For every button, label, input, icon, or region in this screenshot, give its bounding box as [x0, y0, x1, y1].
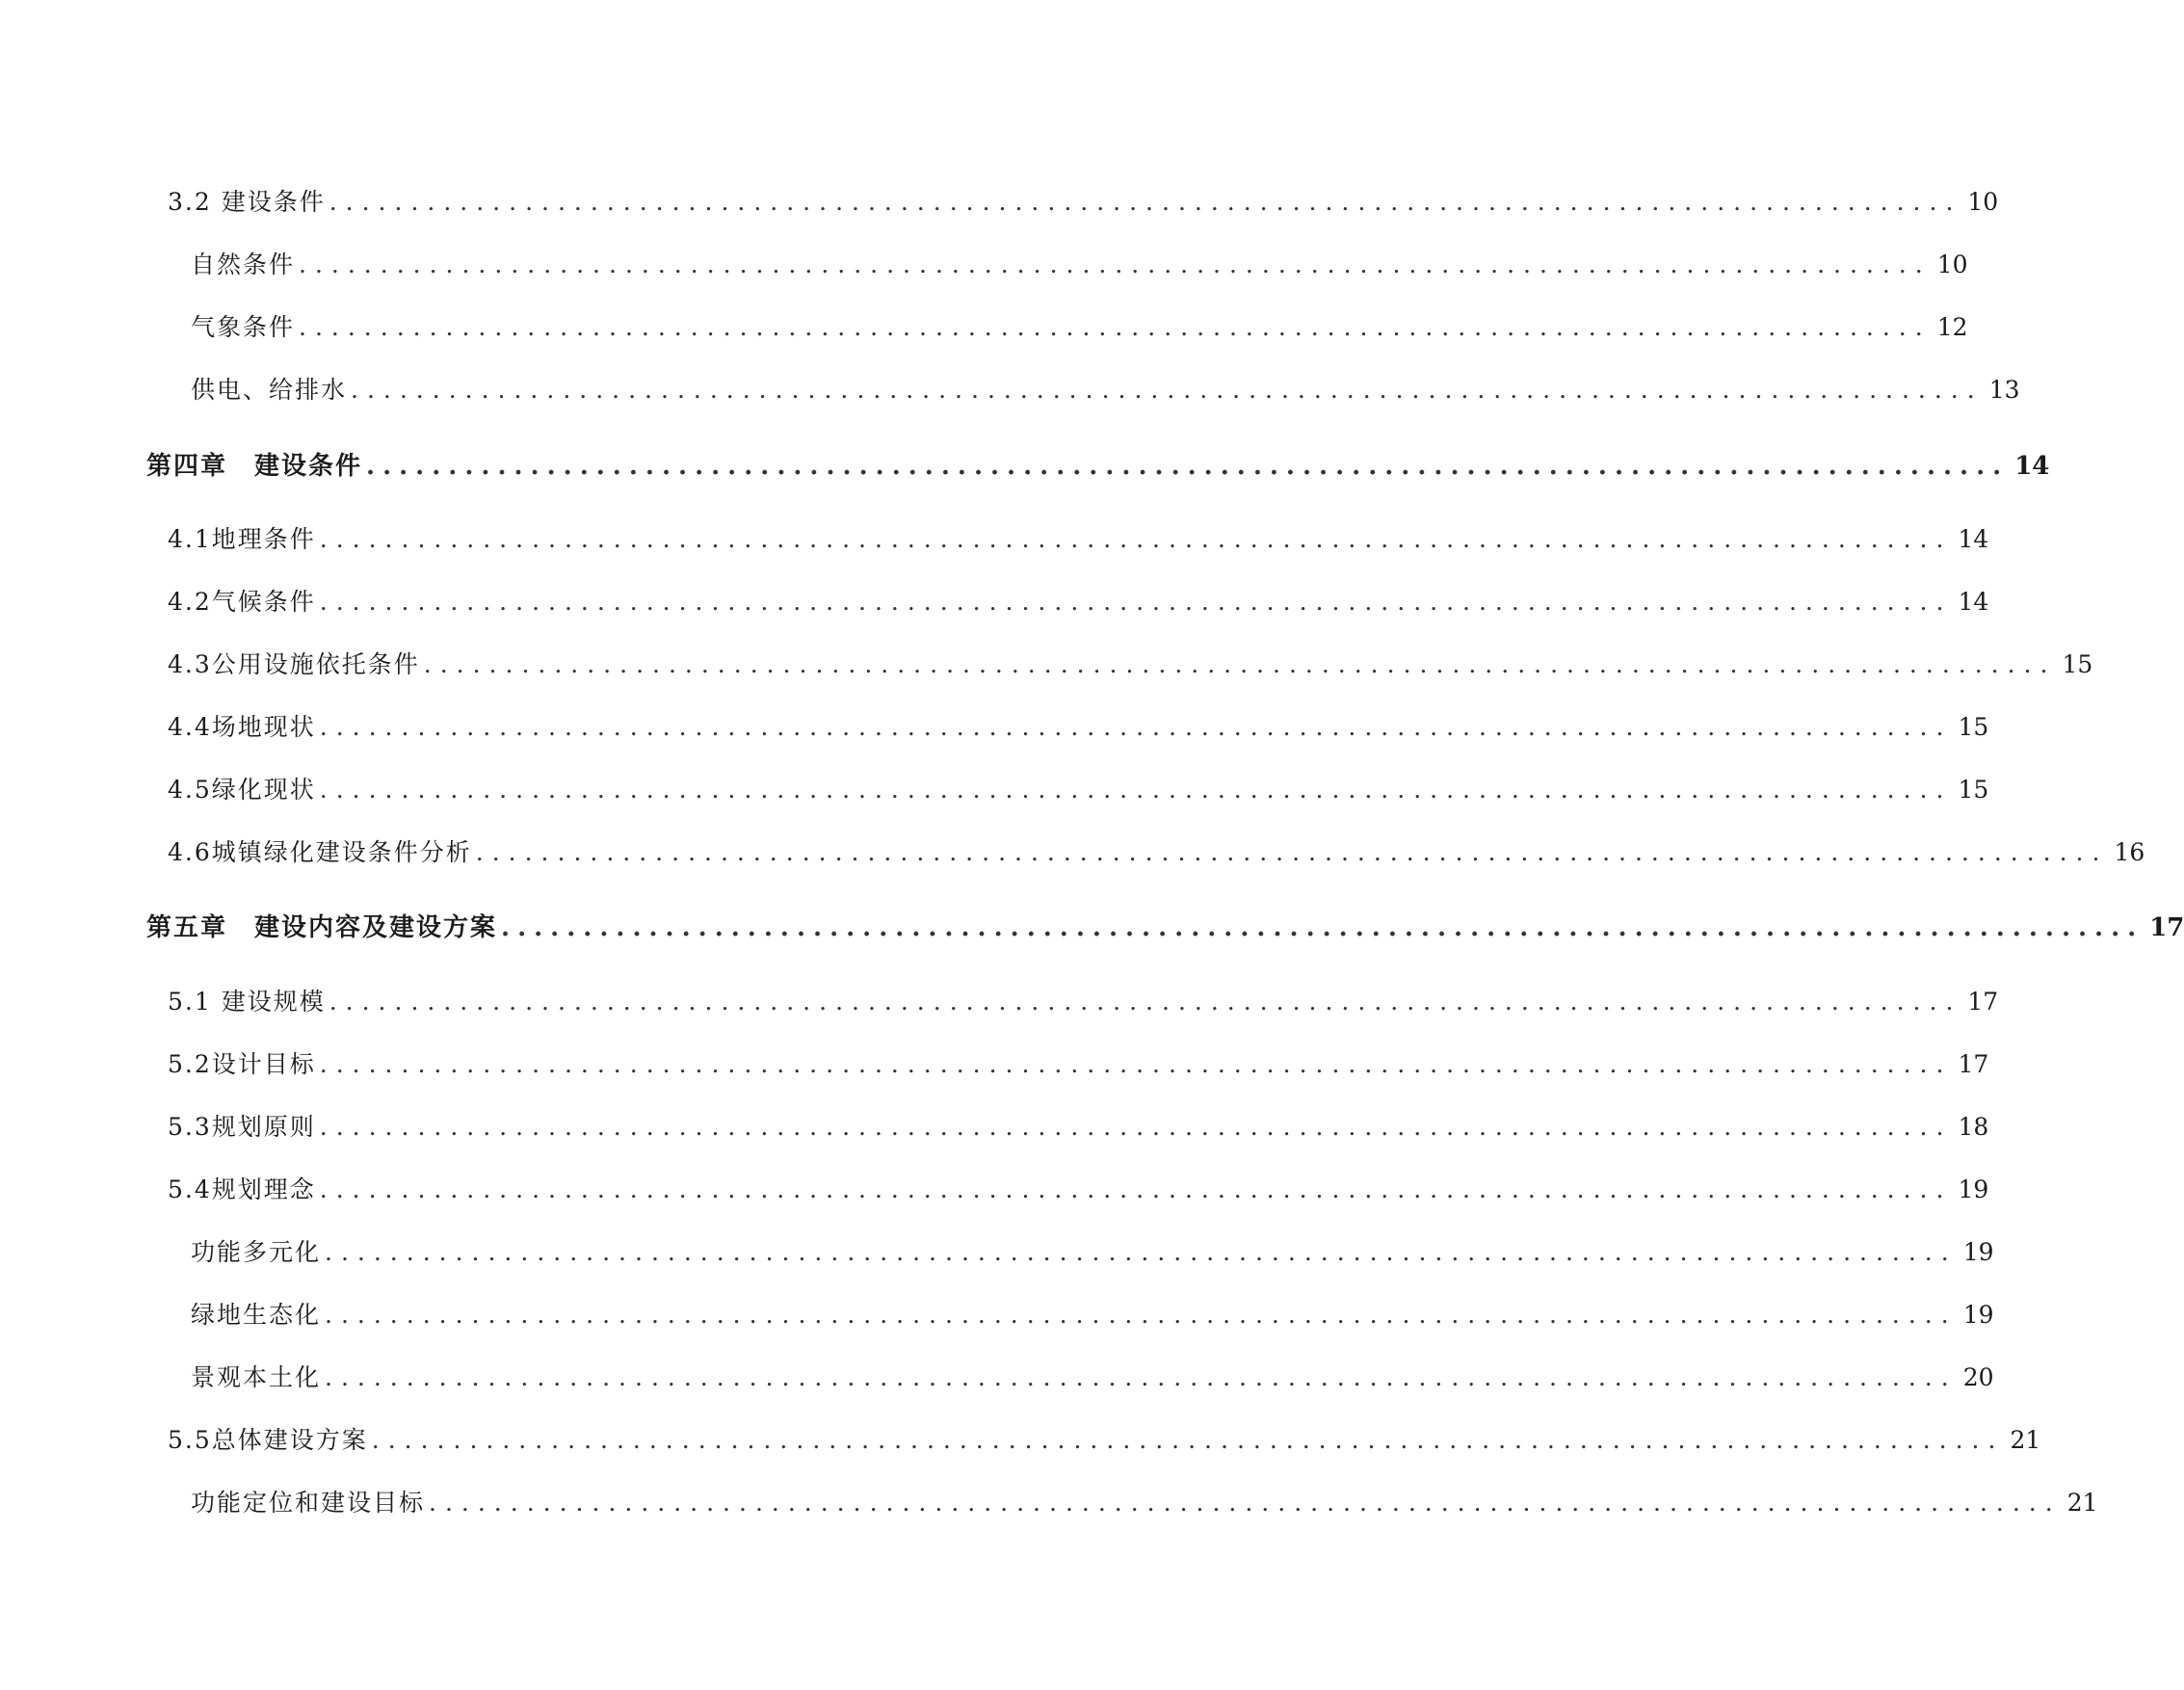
toc-page-number: 14 [1958, 588, 1989, 616]
dot-leader: .................................................................................................... [319, 525, 1953, 553]
toc-page-number: 16 [2114, 838, 2145, 866]
toc-page-number: 10 [1936, 251, 1968, 278]
toc-entry-label: 4.4场地现状 [168, 713, 316, 741]
toc-entry-4-6[interactable] [168, 833, 2145, 868]
dot-leader: .................................................................................................... [319, 588, 1953, 616]
toc-entry-label: 5.2设计目标 [168, 1050, 316, 1078]
dot-leader: .................................................................................................... [319, 713, 1953, 741]
dot-leader: .................................................................................................... [371, 1426, 2005, 1454]
toc-entry-label: 4.2气候条件 [168, 588, 316, 616]
toc-entry-label: 4.3公用设施依托条件 [168, 650, 420, 678]
dot-leader: .................................................................................................... [329, 988, 1962, 1016]
toc-page-number: 13 [1988, 376, 2020, 404]
dot-leader: .................................................................................................... [299, 313, 1932, 341]
toc-page-number: 15 [1958, 776, 1989, 804]
toc-page-number: 17 [1967, 988, 1999, 1016]
toc-entry-label: 气象条件 [191, 313, 296, 341]
toc-chapter-5[interactable] [146, 908, 2184, 943]
toc-entry-natural-conditions[interactable] [191, 246, 1968, 280]
toc-entry-4-2[interactable] [168, 583, 1989, 618]
toc-entry-landscape-localization[interactable] [191, 1359, 1994, 1393]
toc-page-number: 10 [1967, 188, 1999, 216]
toc-entry-meteorological-conditions[interactable] [191, 308, 1968, 343]
toc-page-number: 21 [2010, 1426, 2041, 1454]
toc-entry-4-5[interactable] [168, 771, 1989, 805]
chapter-title: 建设条件 [254, 452, 363, 481]
dot-leader: .................................................................................................... [329, 188, 1962, 216]
toc-entry-function-diversification[interactable] [191, 1233, 1994, 1268]
toc-entry-4-1[interactable] [168, 520, 1989, 555]
toc-entry-5-5[interactable] [168, 1421, 2041, 1456]
toc-page-number: 21 [2066, 1489, 2098, 1517]
chapter-number: 第四章 [146, 452, 228, 481]
dot-leader: .................................................................................................... [319, 1175, 1953, 1203]
toc-chapter-4[interactable] [146, 446, 2050, 482]
dot-leader: .................................................................................................... [319, 776, 1953, 804]
toc-entry-5-4[interactable] [168, 1171, 1989, 1205]
dot-leader: .................................................................................................... [325, 1301, 1958, 1329]
toc-chapter-heading [146, 446, 362, 482]
toc-entry-label: 绿地生态化 [191, 1301, 322, 1329]
dot-leader: .................................................................................................... [501, 913, 2145, 942]
toc-entry-4-4[interactable] [168, 708, 1989, 743]
toc-page-number: 15 [1958, 713, 1989, 741]
toc-page-number: 17 [2149, 913, 2184, 942]
toc-entry-3-2[interactable] [168, 183, 1999, 218]
dot-leader: .................................................................................................... [299, 251, 1932, 278]
toc-page-number: 19 [1962, 1238, 1994, 1266]
toc-entry-5-3[interactable] [168, 1108, 1989, 1143]
dot-leader: .................................................................................................... [325, 1238, 1958, 1266]
dot-leader: .................................................................................................... [319, 1113, 1953, 1141]
toc-entry-label: 4.5绿化现状 [168, 776, 316, 804]
dot-leader: .................................................................................................... [475, 838, 2109, 866]
toc-page-number: 18 [1958, 1113, 1989, 1141]
toc-entry-label: 4.6城镇绿化建设条件分析 [168, 838, 472, 866]
toc-page-number: 14 [2014, 452, 2050, 481]
dot-leader: .................................................................................................... [325, 1363, 1958, 1391]
toc-page-number: 12 [1936, 313, 1968, 341]
toc-page-number: 19 [1962, 1301, 1994, 1329]
toc-entry-label: 5.5总体建设方案 [168, 1426, 368, 1454]
toc-entry-label: 功能定位和建设目标 [191, 1489, 426, 1517]
toc-entry-green-ecology[interactable] [191, 1296, 1994, 1331]
toc-entry-label: 5.4规划理念 [168, 1175, 316, 1203]
dot-leader: .................................................................................................... [366, 452, 2010, 481]
toc-page-number: 19 [1958, 1175, 1989, 1203]
toc-entry-4-3[interactable] [168, 646, 2093, 680]
toc-entry-label: 5.1 建设规模 [168, 988, 326, 1016]
dot-leader: .................................................................................................... [423, 650, 2057, 678]
toc-page-number: 20 [1962, 1363, 1994, 1391]
toc-page-number: 15 [2062, 650, 2093, 678]
toc-entry-label: 景观本土化 [191, 1363, 322, 1391]
toc-entry-label: 自然条件 [191, 251, 296, 278]
toc-entry-label: 4.1地理条件 [168, 525, 316, 553]
toc-page-number: 17 [1958, 1050, 1989, 1078]
toc-entry-label: 供电、给排水 [191, 376, 348, 404]
toc-entry-5-2[interactable] [168, 1045, 1989, 1080]
dot-leader: .................................................................................................... [319, 1050, 1953, 1078]
chapter-title: 建设内容及建设方案 [254, 913, 498, 942]
toc-entry-function-positioning[interactable] [191, 1484, 2098, 1518]
toc-chapter-heading [146, 908, 497, 943]
dot-leader: .................................................................................................... [351, 376, 1984, 404]
toc-entry-label: 5.3规划原则 [168, 1113, 316, 1141]
chapter-number: 第五章 [146, 913, 228, 942]
toc-entry-power-water[interactable] [191, 371, 2020, 406]
dot-leader: .................................................................................................... [429, 1489, 2062, 1517]
toc-entry-label: 功能多元化 [191, 1238, 322, 1266]
toc-page-number: 14 [1958, 525, 1989, 553]
toc-entry-5-1[interactable] [168, 983, 1999, 1017]
toc-entry-label: 3.2 建设条件 [168, 188, 326, 216]
